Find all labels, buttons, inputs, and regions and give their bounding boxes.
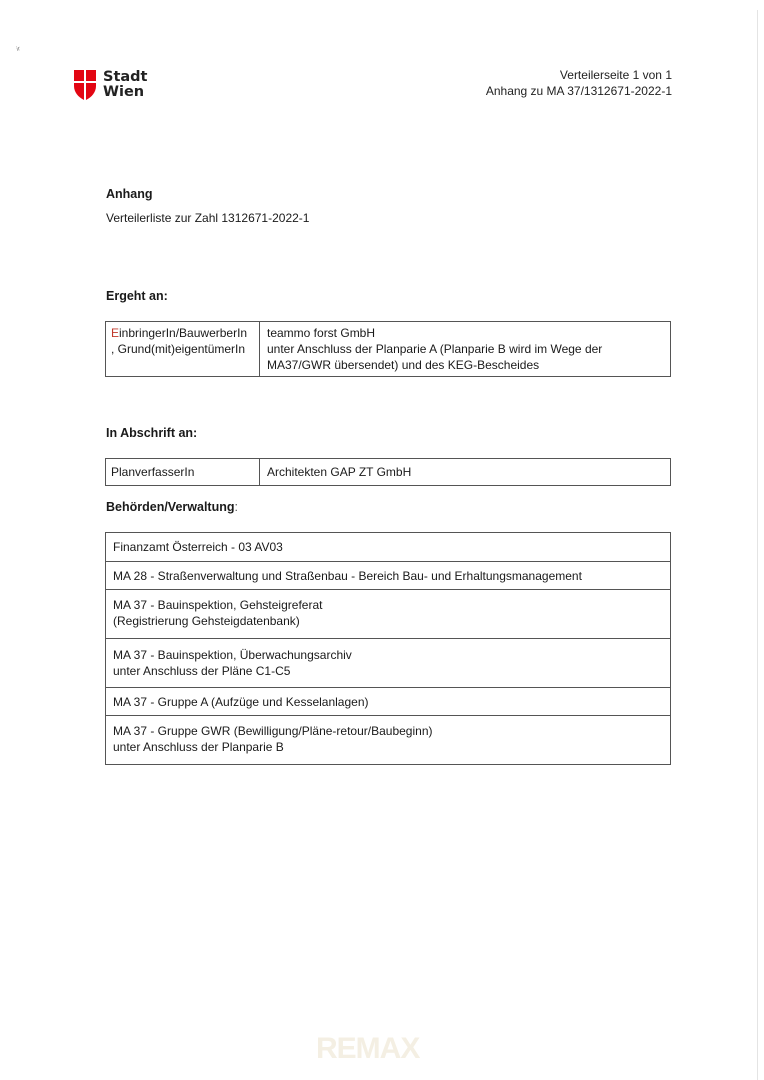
reference-number: Anhang zu MA 37/1312671-2022-1 <box>485 84 672 98</box>
stadt-wien-logo <box>74 70 147 100</box>
vienna-shield-icon <box>74 70 96 100</box>
document-header <box>486 67 672 99</box>
page-info: Verteilerseite 1 von 1 <box>559 68 672 82</box>
authorities-heading <box>106 500 238 514</box>
table-row <box>106 639 671 688</box>
copy-role: PlanverfasserIn <box>106 459 260 486</box>
authorities-heading-colon: : <box>234 500 238 514</box>
authority-cell <box>106 562 671 590</box>
authority-cell <box>106 716 671 765</box>
authority-cell <box>106 590 671 639</box>
recipient-role-text: inbringerIn/BauwerberIn <box>119 326 248 340</box>
authority-line: Finanzamt Österreich - 03 AV03 <box>113 540 283 554</box>
authority-line: MA 37 - Gruppe GWR (Bewilligung/Pläne-retour/Baubeginn) <box>113 724 433 738</box>
authority-line: MA 37 - Bauinspektion, Überwachungsarchiv <box>113 648 352 662</box>
authority-line: MA 37 - Gruppe A (Aufzüge und Kesselanlagen) <box>113 695 369 709</box>
recipient-company: teammo forst GmbH <box>267 326 376 340</box>
authority-cell <box>106 639 671 688</box>
table-row <box>106 688 671 716</box>
table-row <box>106 562 671 590</box>
table-row <box>106 716 671 765</box>
authority-cell <box>106 533 671 562</box>
remax-watermark: REMAX <box>316 1032 420 1065</box>
recipient-value <box>260 322 671 377</box>
page-edge <box>757 10 758 1080</box>
copy-heading: In Abschrift an: <box>106 426 198 440</box>
authority-line-2: unter Anschluss der Planparie B <box>113 740 284 754</box>
correction-mark: E <box>111 326 120 340</box>
authority-line-2: unter Anschluss der Pläne C1-C5 <box>113 664 291 678</box>
authorities-heading-text: Behörden/Verwaltung <box>106 500 235 514</box>
recipient-note: unter Anschluss der Planparie A (Planparie B wird im Wege der MA37/GWR übersendet) und des KEG-Bescheides <box>267 342 603 372</box>
handwritten-mark: ᵢᵣ <box>14 41 21 53</box>
table-row <box>106 459 671 486</box>
table-row <box>106 322 671 377</box>
copy-value: Architekten GAP ZT GmbH <box>260 459 671 486</box>
recipient-role-line2: , Grund(mit)eigentümerIn <box>111 342 246 356</box>
logo-line-wien: Wien <box>103 84 145 100</box>
recipient-role <box>106 322 260 377</box>
recipients-heading: Ergeht an: <box>106 289 168 303</box>
authority-line: MA 28 - Straßenverwaltung und Straßenbau - Bereich Bau- und Erhaltungsmanagement <box>113 569 582 583</box>
copy-table <box>105 458 671 486</box>
document-subtitle: Verteilerliste zur Zahl 1312671-2022-1 <box>106 211 310 225</box>
document-title: Anhang <box>106 187 153 201</box>
authority-cell <box>106 688 671 716</box>
table-row <box>106 590 671 639</box>
table-row <box>106 533 671 562</box>
recipients-table <box>105 321 671 377</box>
authority-line: MA 37 - Bauinspektion, Gehsteigreferat <box>113 598 323 612</box>
authority-line-2: (Registrierung Gehsteigdatenbank) <box>113 614 300 628</box>
logo-line-stadt: Stadt <box>103 69 148 85</box>
authorities-table <box>105 532 671 765</box>
